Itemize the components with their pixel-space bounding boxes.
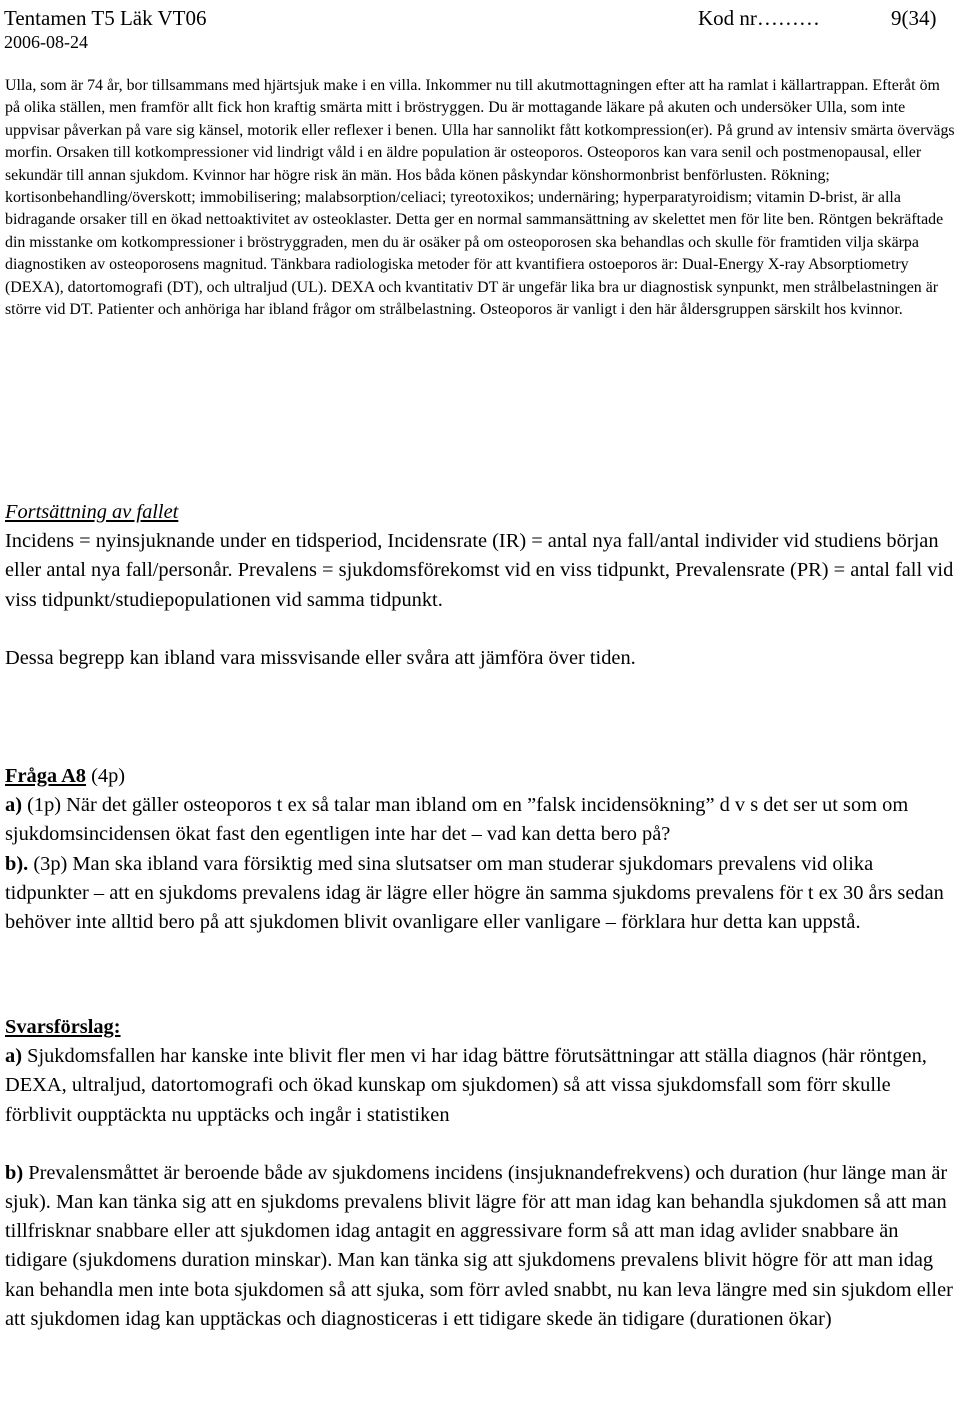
question-part-b (5, 850, 955, 938)
question-part-a (5, 791, 955, 849)
page-number: 9(34) (891, 6, 937, 30)
continuation-heading: Fortsättning av fallet (5, 501, 179, 523)
question-title-line (5, 762, 955, 791)
question-a-text: (1p) När det gäller osteoporos t ex så talar man ibland om en ”falsk incidensökning” d v s det ser ut som om sjukdomsincidensen ökat fast den egentligen inte har det – vad kan detta bero på? (5, 794, 909, 846)
case-intro-paragraph: Ulla, som är 74 år, bor tillsammans med hjärtsjuk make i en villa. Inkommer nu till akutmottagningen efter att ha ramlat i källartrappan. Efteråt öm på olika ställen, men framför allt fick hon kraftig smärta mitt i bröstryggen. Du är mottagande läkare på akuten och undersöker Ulla, som inte uppvisar påverkan på vare sig känsel, motorik eller reflexer i benen. Ulla har sannolikt fått kotkompression(er). På grund av intensiv smärta övervägs morfin. Orsaken till kotkompressioner vid lindrigt våld i en äldre population är osteoporos. Osteoporos kan vara senil och postmenopausal, eller sekundär till annan sjukdom. Kvinnor har högre risk än män. Hos båda könen påskyndar könshormonbrist benförlusten. Rökning; kortisonbehandling/överskott; immobilisering; malabsorption/celiaci; tyreotoxikos; undernäring; hyperparatyroidism; vitamin D-brist, är alla bidragande orsaker till en ökad nettoaktivitet av osteoklaster. Detta ger en normal sammansättning av skelettet men för lite ben. Röntgen bekräftade din misstanke om kotkompressioner i bröstryggraden, men du är osäker på om osteoporosen ska behandlas och skulle för framtiden vilja skärpa diagnostiken av osteoporosens magnitud. Tänkbara radiologiska metoder för att kvantifiera ostoeporos är: Dual-Energy X-ray Absorptiometry (DEXA), datortomografi (DT), och ultraljud (UL). DEXA och kvantitativ DT är ungefär lika bra ur diagnostisk synpunkt, men strålbelastningen är större vid DT. Patienter och anhöriga har ibland frågor om strålbelastning. Osteoporos är vanligt i den här åldersgruppen särskilt hos kvinnor. (5, 77, 955, 319)
answer-b-label: b) (5, 1161, 24, 1184)
question-section (5, 762, 955, 937)
continuation-note: Dessa begrepp kan ibland vara missvisande eller svåra att jämföra över tiden. (5, 646, 636, 669)
question-b-label: b). (5, 852, 29, 875)
course-title: Tentamen T5 Läk VT06 (4, 6, 207, 30)
continuation-section (5, 498, 955, 673)
answer-section (5, 1013, 955, 1334)
header-date: 2006-08-24 (4, 32, 88, 52)
question-title: Fråga A8 (5, 765, 86, 787)
question-b-text: (3p) Man ska ibland vara försiktig med sina slutsatser om man studerar sjukdomars prevalens vid olika tidpunkter – att en sjukdoms prevalens idag är lägre eller högre än samma sjukdoms prevalens för t ex 30 års sedan behöver inte alltid bero på att sjukdomen blivit ovanligare eller vanligare – förklara hur detta kan uppstå. (5, 852, 944, 934)
answer-part-b (5, 1159, 955, 1334)
continuation-text: Incidens = nyinsjuknande under en tidsperiod, Incidensrate (IR) = antal nya fall/antal individer vid studiens början eller antal nya fall/personår. Prevalens = sjukdomsförekomst vid en viss tidpunkt, Prevalensrate (PR) = antal fall vid viss tidpunkt/studiepopulationen vid samma tidpunkt. (5, 530, 954, 611)
kod-field: Kod nr……… (698, 6, 820, 30)
question-points: (4p) (86, 765, 126, 787)
question-a-label: a) (5, 794, 22, 817)
answer-part-a (5, 1042, 955, 1130)
answer-b-text: Prevalensmåttet är beroende både av sjukdomens incidens (insjuknandefrekvens) och duration (hur länge man är sjuk). Man kan tänka sig att en sjukdoms prevalens blivit lägre för att man idag kan behandla sjukdomen så att man tillfrisknar snabbare eller att sjukdomen idag antagit en aggressivare form så att man idag avlider snabbare än tidigare (sjukdomens duration minskar). Man kan tänka sig att sjukdomens prevalens blivit högre för att man idag kan behandla men inte bota sjukdomen så att sjuka, som förr avled snabbt, nu kan leva längre med sin sjukdom eller att sjukdomen idag kan upptäckas och diagnosticeras i ett tidigare skede än tidigare (durationen ökar) (5, 1161, 953, 1330)
answer-a-label: a) (5, 1045, 22, 1068)
answer-a-text: Sjukdomsfallen har kanske inte blivit fler men vi har idag bättre förutsättningar att ställa diagnos (här röntgen, DEXA, ultraljud, datortomografi och ökad kunskap om sjukdomen) så att vissa sjukdomsfall som förr skulle förblivit oupptäckta nu upptäcks och ingår i statistiken (5, 1045, 927, 1126)
answer-heading: Svarsförslag: (5, 1016, 121, 1038)
